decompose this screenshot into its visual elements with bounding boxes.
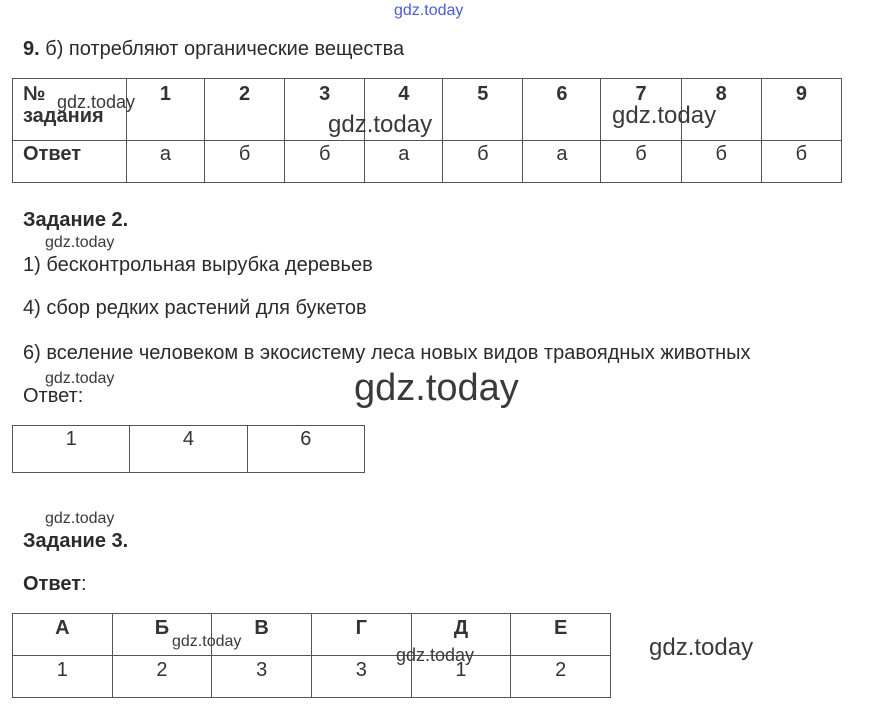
table-1-number-cell: 6 xyxy=(523,79,601,141)
table-3-letter-cell: Д xyxy=(411,614,511,656)
answers-table-3 xyxy=(12,613,611,698)
table-3-value-cell: 1 xyxy=(13,656,113,698)
table-3-value-cell: 2 xyxy=(511,656,611,698)
watermark-task3: gdz.today xyxy=(45,510,115,527)
table-1-number-cell: 2 xyxy=(204,79,284,141)
table-1-number-cell: 3 xyxy=(285,79,365,141)
question-9 xyxy=(23,37,404,61)
table-3-value-cell: 1 xyxy=(411,656,511,698)
task-2-title: Задание 2. xyxy=(23,209,129,231)
table-3-letter-cell: Б xyxy=(112,614,212,656)
table-3-value-cell: 2 xyxy=(112,656,212,698)
table-1-number-cell: 5 xyxy=(443,79,523,141)
task-2-item: 1) бесконтрольная вырубка деревьев xyxy=(23,254,373,276)
table-3-value-cell: 3 xyxy=(311,656,411,698)
table-3-letters-row xyxy=(13,614,611,656)
watermark-table3-d: gdz.today xyxy=(396,645,475,665)
table-3-letter-cell: Е xyxy=(511,614,611,656)
task-2-item: 4) сбор редких растений для букетов xyxy=(23,297,367,319)
header-label-number-sign: № xyxy=(23,83,46,105)
answers-table-2 xyxy=(12,425,365,473)
table-1-number-cell: 4 xyxy=(365,79,443,141)
task-3-answer-word: Ответ xyxy=(23,573,82,595)
table-1-number-cell: 7 xyxy=(601,79,681,141)
table-1-number-cell: 8 xyxy=(681,79,761,141)
watermark-table1-small: gdz.today xyxy=(57,92,136,112)
watermark-table1-right: gdz.today xyxy=(612,102,717,129)
table-1-answer-cell: б xyxy=(761,141,841,183)
watermark-top: gdz.today xyxy=(394,2,464,19)
watermark-big: gdz.today xyxy=(354,367,519,409)
table-1-number-cell: 1 xyxy=(127,79,205,141)
task-2-answer-label: Ответ: xyxy=(23,385,84,407)
header-label-task: задания xyxy=(23,105,104,127)
table-3-value-cell: 3 xyxy=(212,656,312,698)
question-9-text: б) потребляют органические вещества xyxy=(39,38,405,60)
question-9-number: 9. xyxy=(23,38,40,60)
task-3-title: Задание 3. xyxy=(23,530,129,552)
table-1-answer-label: Ответ xyxy=(13,141,127,183)
table-3-values-row xyxy=(13,656,611,698)
table-1-answer-cell: б xyxy=(285,141,365,183)
table-1-answer-cell: а xyxy=(127,141,205,183)
table-3-letter-cell: А xyxy=(13,614,113,656)
table-1-answer-cell: б xyxy=(601,141,681,183)
table-3-letter-cell: В xyxy=(212,614,312,656)
watermark-table3-b: gdz.today xyxy=(172,633,242,650)
table-3-letter-cell: Г xyxy=(311,614,411,656)
table-1-answer-cell: а xyxy=(365,141,443,183)
watermark-task2: gdz.today xyxy=(45,234,115,251)
table-1-number-cell: 9 xyxy=(761,79,841,141)
watermark-right: gdz.today xyxy=(649,634,754,661)
table-2-row xyxy=(13,426,365,473)
table-1-answer-cell: а xyxy=(523,141,601,183)
table-2-cell: 1 xyxy=(13,426,130,473)
watermark-table1-mid: gdz.today xyxy=(328,111,433,138)
task-3-answer-colon: : xyxy=(81,573,87,595)
table-2-cell: 4 xyxy=(130,426,247,473)
table-2-cell: 6 xyxy=(247,426,364,473)
task-3-answer-label xyxy=(23,572,87,596)
task-2-item: 6) вселение человеком в экосистему леса новых видов травоядных животных xyxy=(23,342,751,364)
table-1-answer-cell: б xyxy=(443,141,523,183)
watermark-answer2: gdz.today xyxy=(45,370,115,387)
table-1-answer-cell: б xyxy=(204,141,284,183)
table-1-answer-row xyxy=(13,141,842,183)
table-1-answer-cell: б xyxy=(681,141,761,183)
